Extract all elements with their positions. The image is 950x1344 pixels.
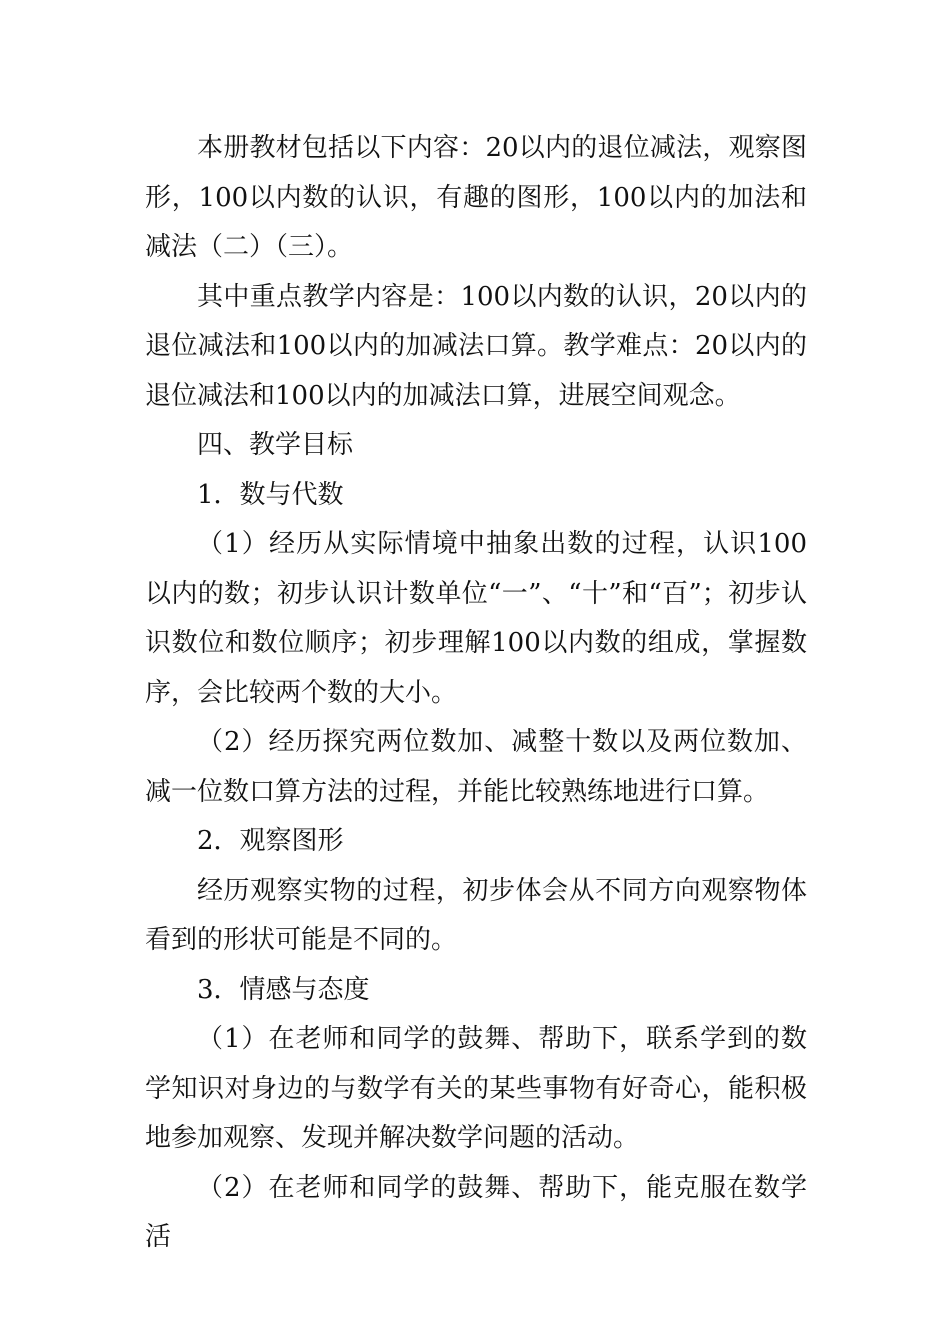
section-heading-teaching-goals: 四、教学目标 [197, 430, 354, 460]
subheading-emotion-attitude: 3．情感与态度 [197, 974, 370, 1005]
paragraph-goal-1-1: （1）经历从实际情境中抽象出数的过程，认识100以内的数；初步认识计数单位“一”、“十”和“百”；初步认识数位和数位顺序；初步理解100以内数的组成，掌握数序，会比较两个数的大小。 [145, 529, 807, 708]
paragraph-goal-1-2: （2）经历探究两位数加、减整十数以及两位数加、减一位数口算方法的过程，并能比较熟练地进行口算。 [145, 727, 807, 807]
paragraph-goal-3-2: （2）在老师和同学的鼓舞、帮助下，能克服在数学活 [145, 1172, 807, 1252]
subheading-numbers-algebra: 1．数与代数 [197, 479, 344, 510]
paragraph-goal-2: 经历观察实物的过程，初步体会从不同方向观察物体看到的形状可能是不同的。 [145, 875, 807, 955]
paragraph-content-intro: 本册教材包括以下内容：20以内的退位减法，观察图形，100以内数的认识，有趣的图形，100以内的加法和减法（二）（三）。 [145, 133, 807, 262]
paragraph-goal-3-1: （1）在老师和同学的鼓舞、帮助下，联系学到的数学知识对身边的与数学有关的某些事物有好奇心，能积极地参加观察、发现并解决数学问题的活动。 [145, 1024, 807, 1153]
subheading-observing-shapes: 2．观察图形 [197, 826, 344, 856]
paragraph-key-points: 其中重点教学内容是：100以内数的认识，20以内的退位减法和100以内的加减法口算。教学难点：20以内的退位减法和100以内的加减法口算，进展空间观念。 [145, 281, 807, 411]
document-page [145, 124, 807, 1263]
